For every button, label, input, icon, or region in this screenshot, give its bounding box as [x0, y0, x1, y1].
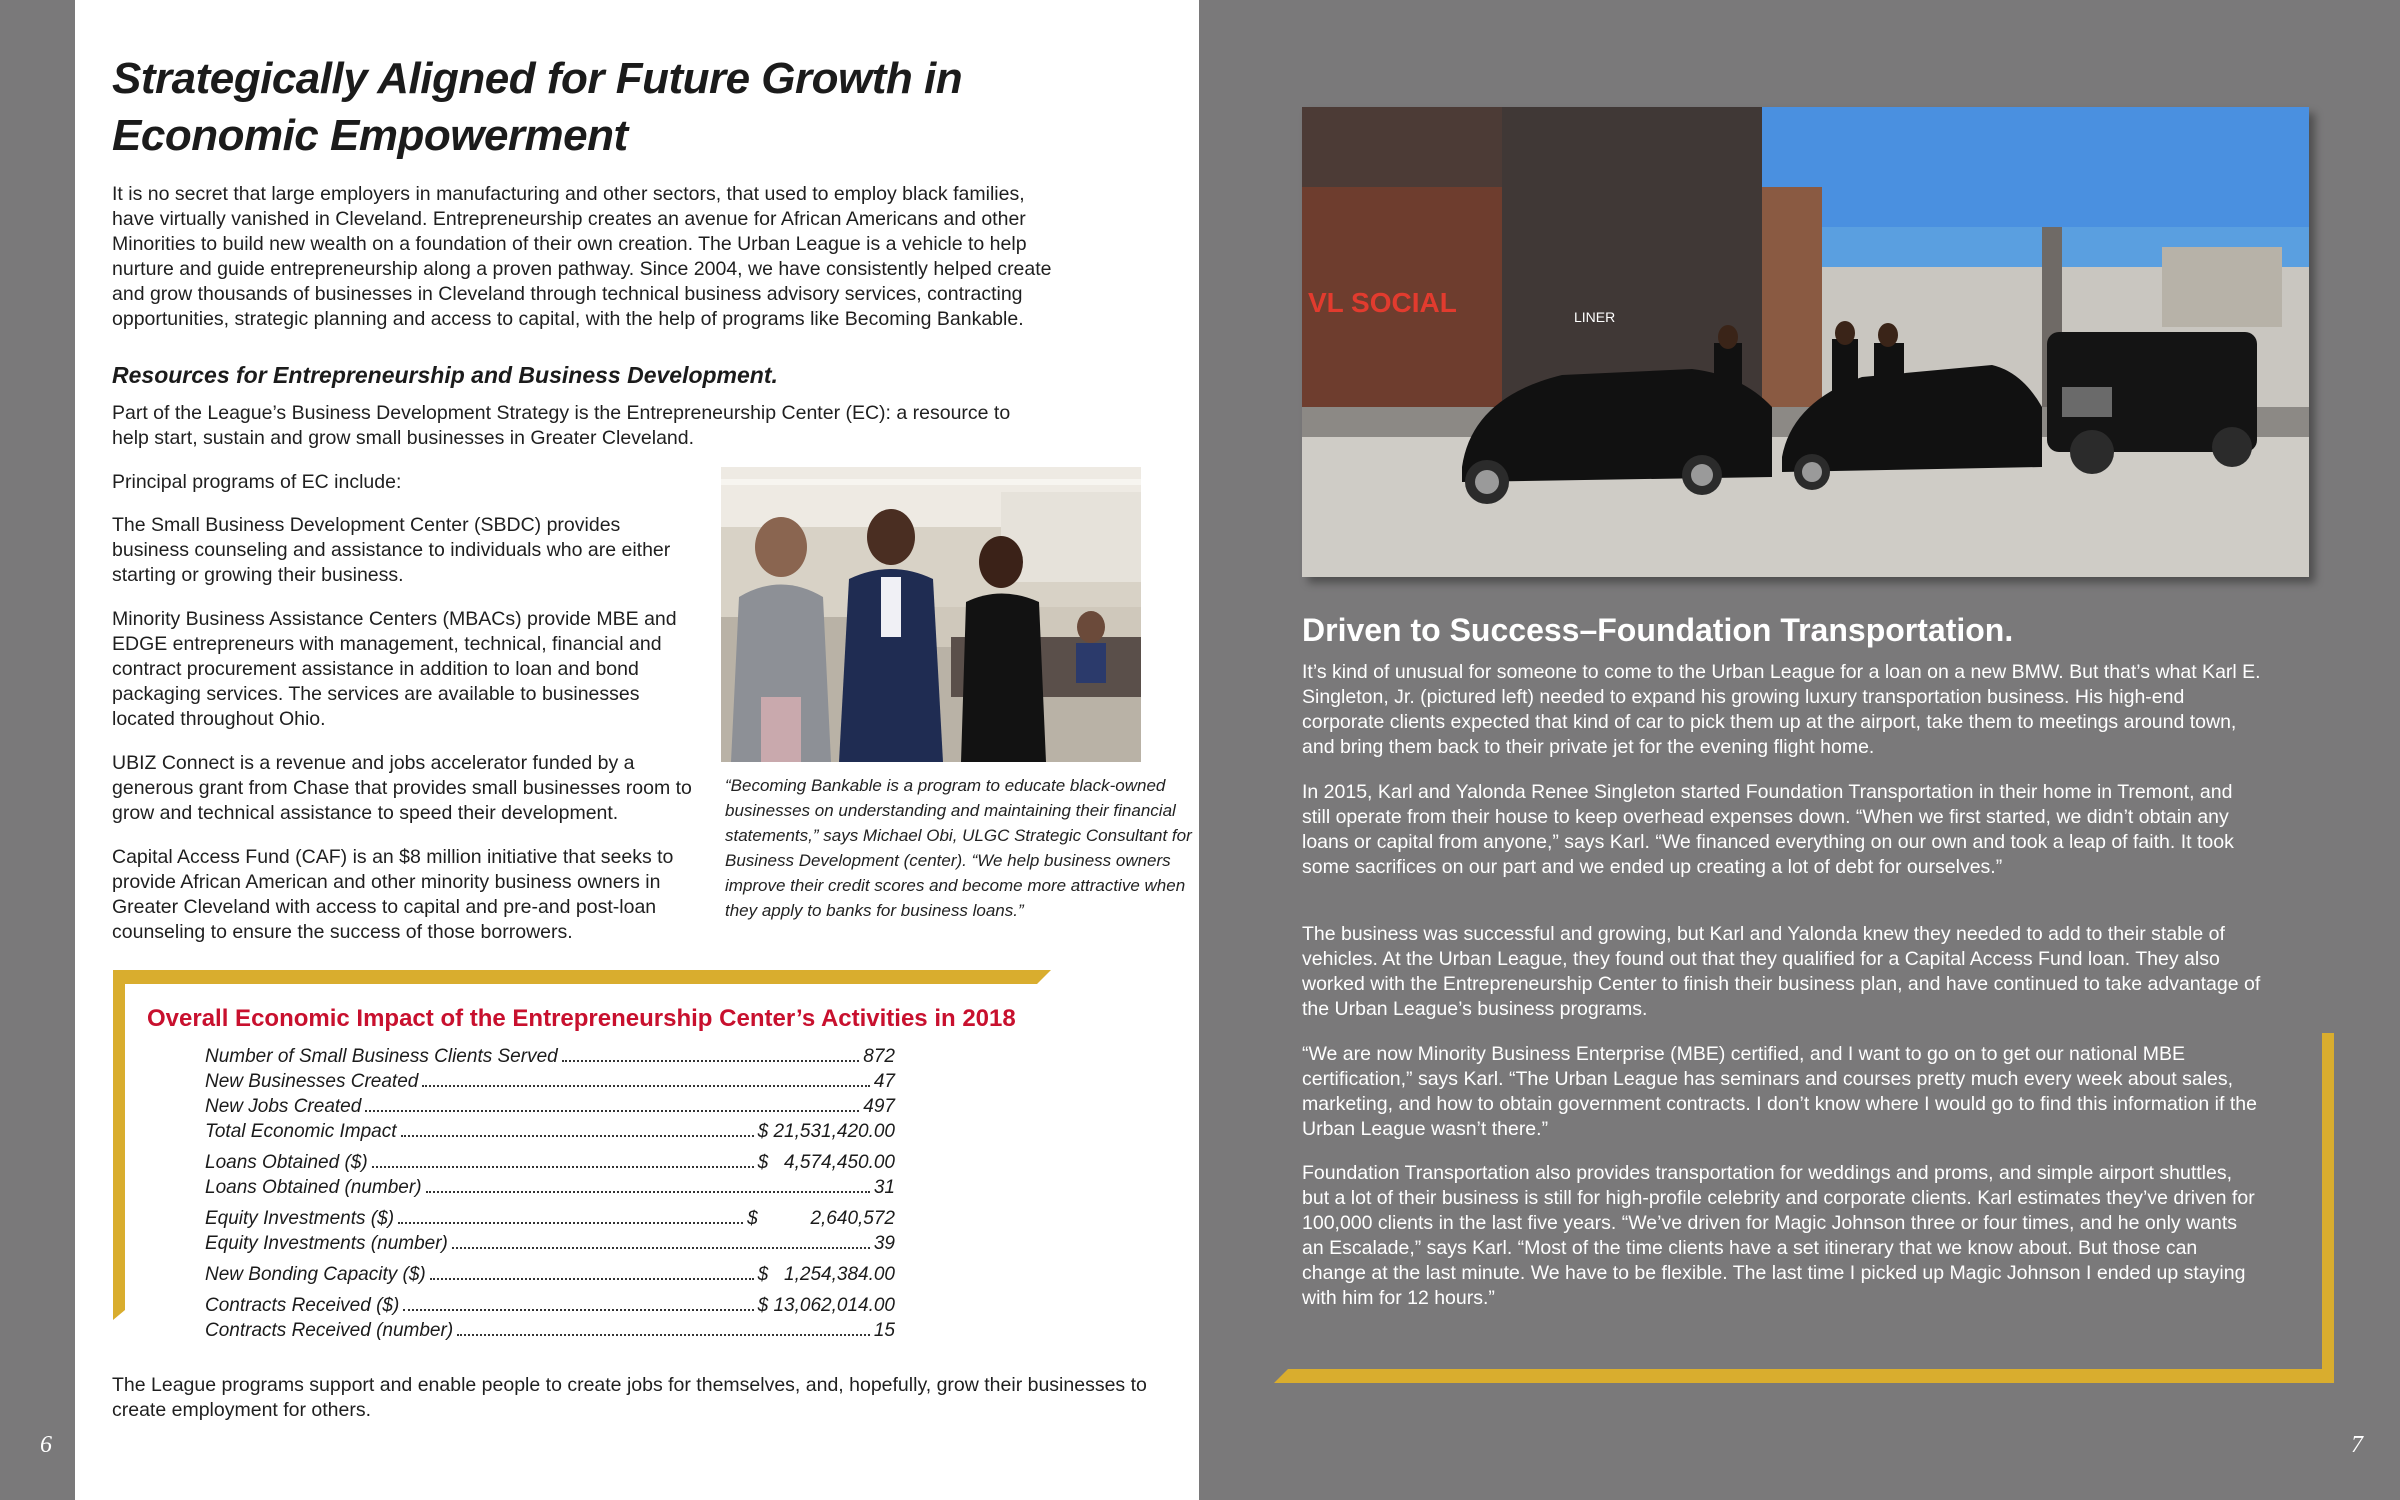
resources-heading: Resources for Entrepreneurship and Business Development.: [112, 362, 778, 388]
stat-label: Equity Investments (number): [205, 1233, 448, 1254]
stat-label: Number of Small Business Clients Served: [205, 1046, 558, 1067]
stat-row: [205, 1096, 895, 1121]
photo-sign-social: VL SOCIAL: [1308, 287, 1457, 318]
stat-row: [205, 1233, 895, 1258]
stat-label: Total Economic Impact: [205, 1121, 397, 1142]
page-number-left: 6: [40, 1432, 52, 1458]
stat-value: $ 1,254,384.00: [757, 1264, 895, 1285]
principal-programs-intro: Principal programs of EC include:: [112, 471, 402, 493]
foundation-transportation-photo: [1302, 107, 2309, 577]
photo-sign-liner: LINER: [1574, 309, 1616, 325]
resources-paragraph: Part of the League’s Business Development Strategy is the Entrepreneurship Center (EC): a resource to help start, sustain and grow small businesses in Greater Cleveland.: [112, 402, 1011, 449]
page-number-right: 7: [2351, 1432, 2363, 1458]
program-sbdc: The Small Business Development Center (SBDC) provides business counseling and assistance to individuals who are either starting or growing their business.: [112, 514, 671, 586]
stat-row: [205, 1320, 895, 1345]
story-paragraph-5: Foundation Transportation also provides transportation for weddings and proms, and simple airport shuttles, but a lot of their business is still for high-profile celebrity and corporate clients. Karl estimates they’ve driven for 100,000 clients in the last five years. “We’ve driven for Magic Johnson three or four times, and he only wants an Escalade,” says Karl. “Most of the time clients have a set itinerary that we know about. But those can change at the last minute. We have to be flexible. The last time I picked up Magic Johnson I ended up staying with him for 12 hours.”: [1302, 1162, 2255, 1309]
story-paragraph-1: It’s kind of unusual for someone to come to the Urban League for a loan on a new BMW. But that’s what Karl E. Singleton, Jr. (pictured left) needed to expand his growing luxury transportation business. His high-end corporate clients expected that kind of car to pick them up at the airport, take them to meetings around town, and bring them back to their private jet for the evening flight home.: [1302, 661, 2261, 758]
stat-row: [205, 1264, 895, 1289]
stat-label: Equity Investments ($): [205, 1208, 395, 1229]
stat-label: Contracts Received ($): [205, 1295, 400, 1316]
photo-caption: “Becoming Bankable is a program to educate black-owned businesses on understanding and maintaining their financial statements,” says Michael Obi, ULGC Strategic Consultant for Business Development (center). “We help business owners improve their credit scores and become more attractive when they apply to banks for business loans.”: [725, 776, 1192, 920]
stat-row: [205, 1121, 895, 1146]
stat-row: [205, 1208, 895, 1233]
stat-label: New Jobs Created: [205, 1096, 362, 1117]
becoming-bankable-photo: [721, 467, 1141, 762]
stat-value: 497: [863, 1096, 895, 1117]
story-heading: Driven to Success–Foundation Transportation.: [1302, 612, 2014, 648]
stat-value: 39: [873, 1233, 895, 1254]
stat-value: $ 2,640,572: [747, 1208, 895, 1229]
stat-row: [205, 1071, 895, 1096]
impact-title: Overall Economic Impact of the Entrepreneurship Center’s Activities in 2018: [147, 1005, 1016, 1032]
stat-row: [205, 1046, 895, 1071]
impact-stats-list: [205, 1046, 895, 1345]
closing-paragraph: The League programs support and enable people to create jobs for themselves, and, hopefully, grow their businesses to create employment for others.: [112, 1374, 1147, 1421]
stat-label: New Businesses Created: [205, 1071, 419, 1092]
program-caf: Capital Access Fund (CAF) is an $8 million initiative that seeks to provide African American and other minority business owners in Greater Cleveland with access to capital and pre-and post-loan counseling to ensure the success of those borrowers.: [112, 846, 674, 943]
page-title: Strategically Aligned for Future Growth in Economic Empowerment: [112, 54, 963, 160]
stat-label: Loans Obtained (number): [205, 1177, 422, 1198]
foundation-transportation-photo-art: [1302, 107, 2309, 577]
stat-row: [205, 1152, 895, 1177]
stat-row: [205, 1177, 895, 1202]
program-mbac: Minority Business Assistance Centers (MBACs) provide MBE and EDGE entrepreneurs with management, technical, financial and contract procurement assistance in addition to loan and bond packaging services. The services are available to businesses located throughout Ohio.: [112, 608, 677, 730]
becoming-bankable-photo-art: [721, 467, 1141, 762]
intro-paragraph: It is no secret that large employers in manufacturing and other sectors, that used to employ black families, have virtually vanished in Cleveland. Entrepreneurship creates an avenue for African Americans and other Minorities to build new wealth on a foundation of their own creation. The Urban League is a vehicle to help nurture and guide entrepreneurship along a proven pathway. Since 2004, we have consistently helped create and grow thousands of businesses in Cleveland through technical business advisory services, contracting opportunities, strategic planning and access to capital, with the help of programs like Becoming Bankable.: [112, 183, 1052, 330]
stat-label: New Bonding Capacity ($): [205, 1264, 426, 1285]
story-paragraph-3: The business was successful and growing, but Karl and Yalonda knew they needed to add to their stable of vehicles. At the Urban League, they found out that they qualified for a Capital Access Fund loan. They also worked with the Entrepreneurship Center to finish their business plan, and have continued to take advantage of the Urban League’s business programs.: [1302, 923, 2261, 1020]
story-paragraph-4: “We are now Minority Business Enterprise (MBE) certified, and I want to go on to get our national MBE certification,” says Karl. “The Urban League has seminars and courses pretty much every week about sales, marketing, and how to obtain government contracts. I don’t know where I would go to find this information if the Urban League wasn’t there.”: [1302, 1043, 2257, 1140]
stat-value: 31: [873, 1177, 895, 1198]
left-page: [75, 0, 1199, 1500]
stat-value: 15: [873, 1320, 895, 1341]
stat-value: $ 4,574,450.00: [757, 1152, 895, 1173]
stat-label: Contracts Received (number): [205, 1320, 454, 1341]
stat-value: $ 21,531,420.00: [757, 1121, 895, 1142]
stat-value: 872: [863, 1046, 895, 1067]
stat-value: $ 13,062,014.00: [757, 1295, 895, 1316]
stat-value: 47: [873, 1071, 895, 1092]
left-gutter: [0, 0, 75, 1500]
stat-row: [205, 1295, 895, 1320]
program-ubiz: UBIZ Connect is a revenue and jobs accelerator funded by a generous grant from Chase that provides small businesses room to grow and technical assistance to speed their development.: [112, 752, 692, 824]
right-page: [1199, 0, 2400, 1500]
story-paragraph-2: In 2015, Karl and Yalonda Renee Singleton started Foundation Transportation in their home in Tremont, and still operate from their house to keep overhead expenses down. “When we first started, we didn’t obtain any loans or capital from anyone,” says Karl. “We financed everything on our own and took a leap of faith. It took some sacrifices on our part and we ended up creating a lot of debt for ourselves.”: [1302, 781, 2234, 878]
stat-label: Loans Obtained ($): [205, 1152, 368, 1173]
